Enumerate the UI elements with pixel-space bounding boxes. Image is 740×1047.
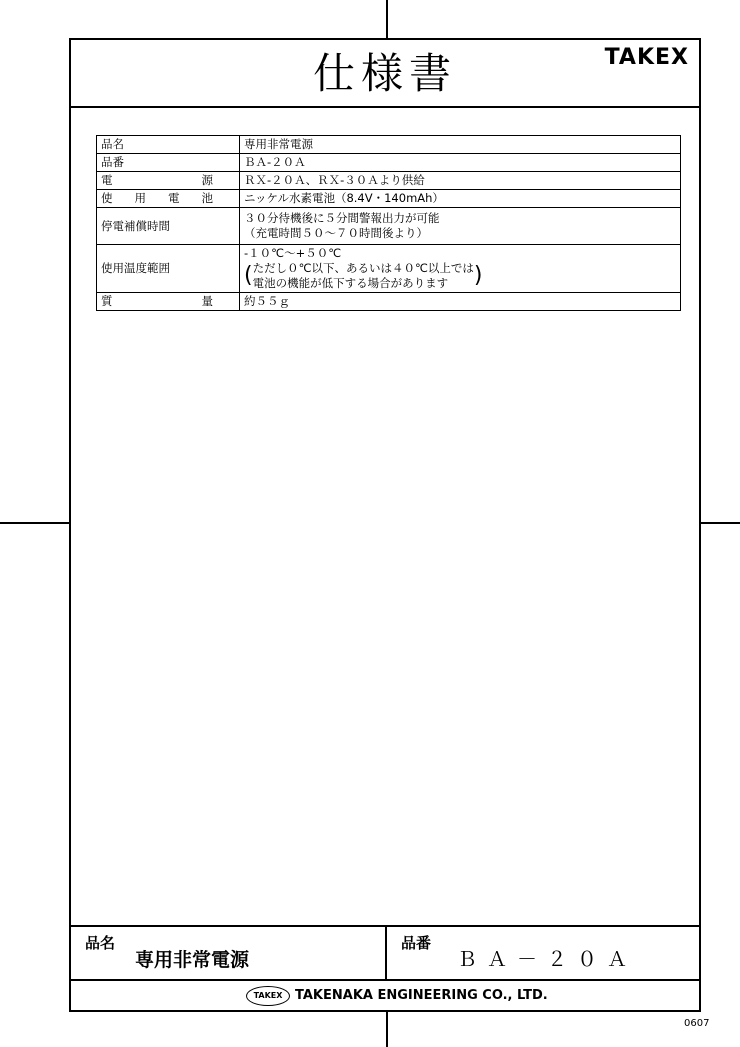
document-title: 仕様書 (312, 49, 457, 98)
spec-value: ＲＸ-２０Ａ、ＲＸ-３０Ａより供給 (240, 172, 681, 190)
spec-value: ニッケル水素電池（8.4V・140mAh） (240, 190, 681, 208)
footer-number-value: ＢＡ－２０Ａ (457, 947, 637, 971)
spec-value (240, 208, 681, 245)
table-row (97, 154, 681, 172)
spec-label (97, 293, 240, 311)
spec-value-line: ただし０℃以下、あるいは４０℃以上では (252, 261, 474, 275)
company-logo: TAKEX (246, 986, 290, 1006)
document-code: 0607 (684, 1018, 710, 1029)
label-char: 量 (201, 294, 213, 308)
document-frame (69, 38, 701, 1012)
spec-value-line: （充電時間５０～７０時間後より） (244, 226, 428, 240)
paren-open: ( (244, 263, 253, 288)
footer-name-label: 品名 (85, 934, 116, 952)
table-row (97, 293, 681, 311)
spec-value: 約５５ｇ (240, 293, 681, 311)
footer-product-number (387, 925, 699, 979)
footer-number-label: 品番 (401, 934, 432, 952)
header (71, 40, 699, 108)
spec-label: 使用温度範囲 (97, 245, 240, 293)
spec-label: 品名 (97, 136, 240, 154)
label-char: 電 (101, 173, 113, 187)
spec-label: 停電補償時間 (97, 208, 240, 245)
crop-mark-top (386, 0, 388, 38)
table-row (97, 172, 681, 190)
spec-value-line: -１０℃～+５０℃ (244, 246, 342, 260)
brand-logo: TAKEX (604, 45, 689, 70)
spec-value (240, 245, 681, 293)
label-char: 使 (101, 191, 113, 205)
company-name: TAKENAKA ENGINEERING CO., LTD. (295, 988, 548, 1003)
table-row (97, 136, 681, 154)
spec-label (97, 190, 240, 208)
spec-label (97, 172, 240, 190)
spec-value-line: ３０分待機後に５分間警報出力が可能 (244, 211, 440, 225)
label-char: 電 (168, 191, 180, 205)
temperature-note (244, 261, 676, 291)
spec-table (96, 135, 681, 311)
paren-close: ) (473, 263, 483, 288)
spec-label: 品番 (97, 154, 240, 172)
label-char: 用 (134, 191, 146, 205)
spec-value: ＢＡ-２０Ａ (240, 154, 681, 172)
footer-name-value: 専用非常電源 (135, 949, 250, 971)
table-row (97, 208, 681, 245)
crop-mark-right (701, 522, 740, 524)
crop-mark-left (0, 522, 69, 524)
company-row (71, 979, 699, 1012)
table-row (97, 245, 681, 293)
crop-mark-bottom (386, 1012, 388, 1047)
table-row (97, 190, 681, 208)
label-char: 池 (201, 191, 213, 205)
label-char: 源 (201, 173, 213, 187)
spec-value: 専用非常電源 (240, 136, 681, 154)
footer-product-name (71, 925, 387, 979)
spec-value-line: 電池の機能が低下する場合があります (252, 276, 449, 290)
label-char: 質 (101, 294, 113, 308)
